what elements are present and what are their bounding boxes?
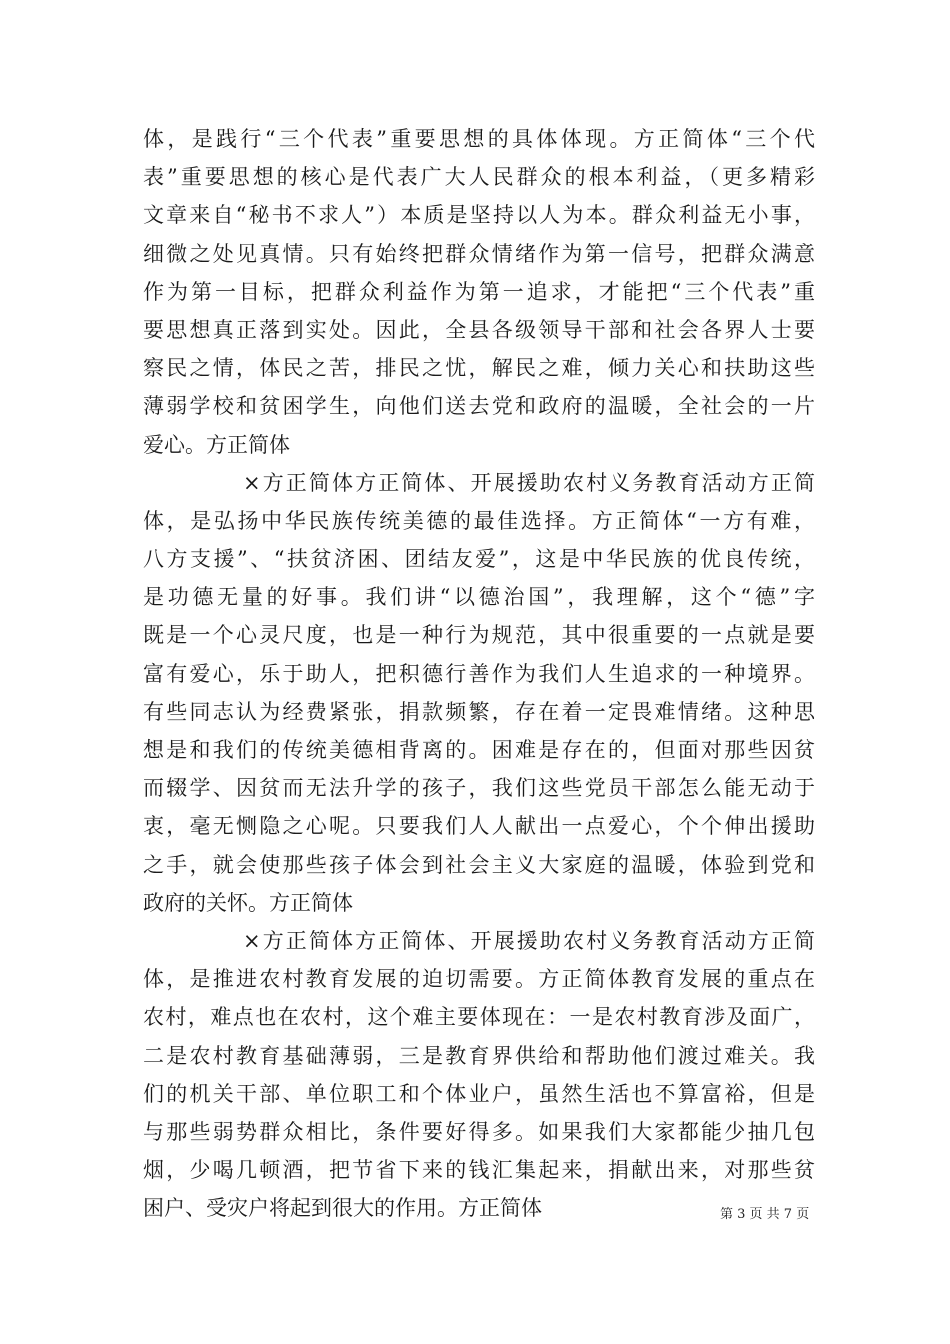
- text-line: 爱心。方正简体: [143, 432, 290, 457]
- text-line: 察民之情，体民之苦，排民之忧，解民之难，倾力关心和扶助这些: [143, 356, 815, 381]
- text-line: 而辍学、因贫而无法升学的孩子，我们这些党员干部怎么能无动于: [143, 776, 815, 801]
- text-line: 之手，就会使那些孩子体会到社会主义大家庭的温暖，体验到党和: [143, 852, 815, 877]
- text-line: 表”重要思想的核心是代表广大人民群众的根本利益，（更多精彩: [143, 165, 815, 190]
- text-line: 薄弱学校和贫困学生，向他们送去党和政府的温暖，全社会的一片: [143, 394, 815, 419]
- text-line: ×方正简体方正简体、开展援助农村义务教育活动方正简: [243, 470, 815, 495]
- text-line: 既是一个心灵尺度，也是一种行为规范，其中很重要的一点就是要: [143, 623, 815, 648]
- text-line: 作为第一目标，把群众利益作为第一追求，才能把“三个代表”重: [143, 279, 815, 304]
- document-body: [143, 120, 815, 1227]
- text-line: 要思想真正落到实处。因此，全县各级领导干部和社会各界人士要: [143, 317, 815, 342]
- page-number: 第 3 页 共 7 页: [720, 1207, 810, 1222]
- paragraph-1: [143, 120, 815, 464]
- text-line: 体，是弘扬中华民族传统美德的最佳选择。方正简体“一方有难，: [143, 508, 815, 533]
- text-line: 们的机关干部、单位职工和个体业户，虽然生活也不算富裕，但是: [143, 1081, 815, 1106]
- text-line: 八方支援”、“扶贫济困、团结友爱”，这是中华民族的优良传统，: [143, 547, 815, 572]
- text-line: 二是农村教育基础薄弱，三是教育界供给和帮助他们渡过难关。我: [143, 1043, 815, 1068]
- text-line: 文章来自“秘书不求人”）本质是坚持以人为本。群众利益无小事，: [143, 203, 815, 228]
- paragraph-2: [143, 464, 815, 922]
- text-line: 农村，难点也在农村，这个难主要体现在：一是农村教育涉及面广，: [143, 1005, 815, 1030]
- text-line: 困户、受灾户将起到很大的作用。方正简体: [143, 1196, 542, 1221]
- text-line: 有些同志认为经费紧张，捐款频繁，存在着一定畏难情绪。这种思: [143, 699, 815, 724]
- text-line: ×方正简体方正简体、开展援助农村义务教育活动方正简: [243, 928, 815, 953]
- text-line: 想是和我们的传统美德相背离的。困难是存在的，但面对那些因贫: [143, 738, 815, 762]
- paragraph-3: [143, 922, 815, 1228]
- text-line: 烟，少喝几顿酒，把节省下来的钱汇集起来，捐献出来，对那些贫: [143, 1158, 815, 1183]
- text-line: 富有爱心，乐于助人，把积德行善作为我们人生追求的一种境界。: [143, 661, 815, 686]
- text-line: 衷，毫无恻隐之心呢。只要我们人人献出一点爱心，个个伸出援助: [143, 814, 815, 839]
- text-line: 体，是践行“三个代表”重要思想的具体体现。方正简体“三个代: [143, 127, 815, 151]
- text-line: 细微之处见真情。只有始终把群众情绪作为第一信号，把群众满意: [143, 241, 815, 266]
- text-line: 是功德无量的好事。我们讲“以德治国”，我理解，这个“德”字: [143, 585, 815, 610]
- text-line: 政府的关怀。方正简体: [143, 890, 353, 915]
- text-line: 体，是推进农村教育发展的迫切需要。方正简体教育发展的重点在: [143, 967, 815, 992]
- text-line: 与那些弱势群众相比，条件要好得多。如果我们大家都能少抽几包: [143, 1119, 815, 1144]
